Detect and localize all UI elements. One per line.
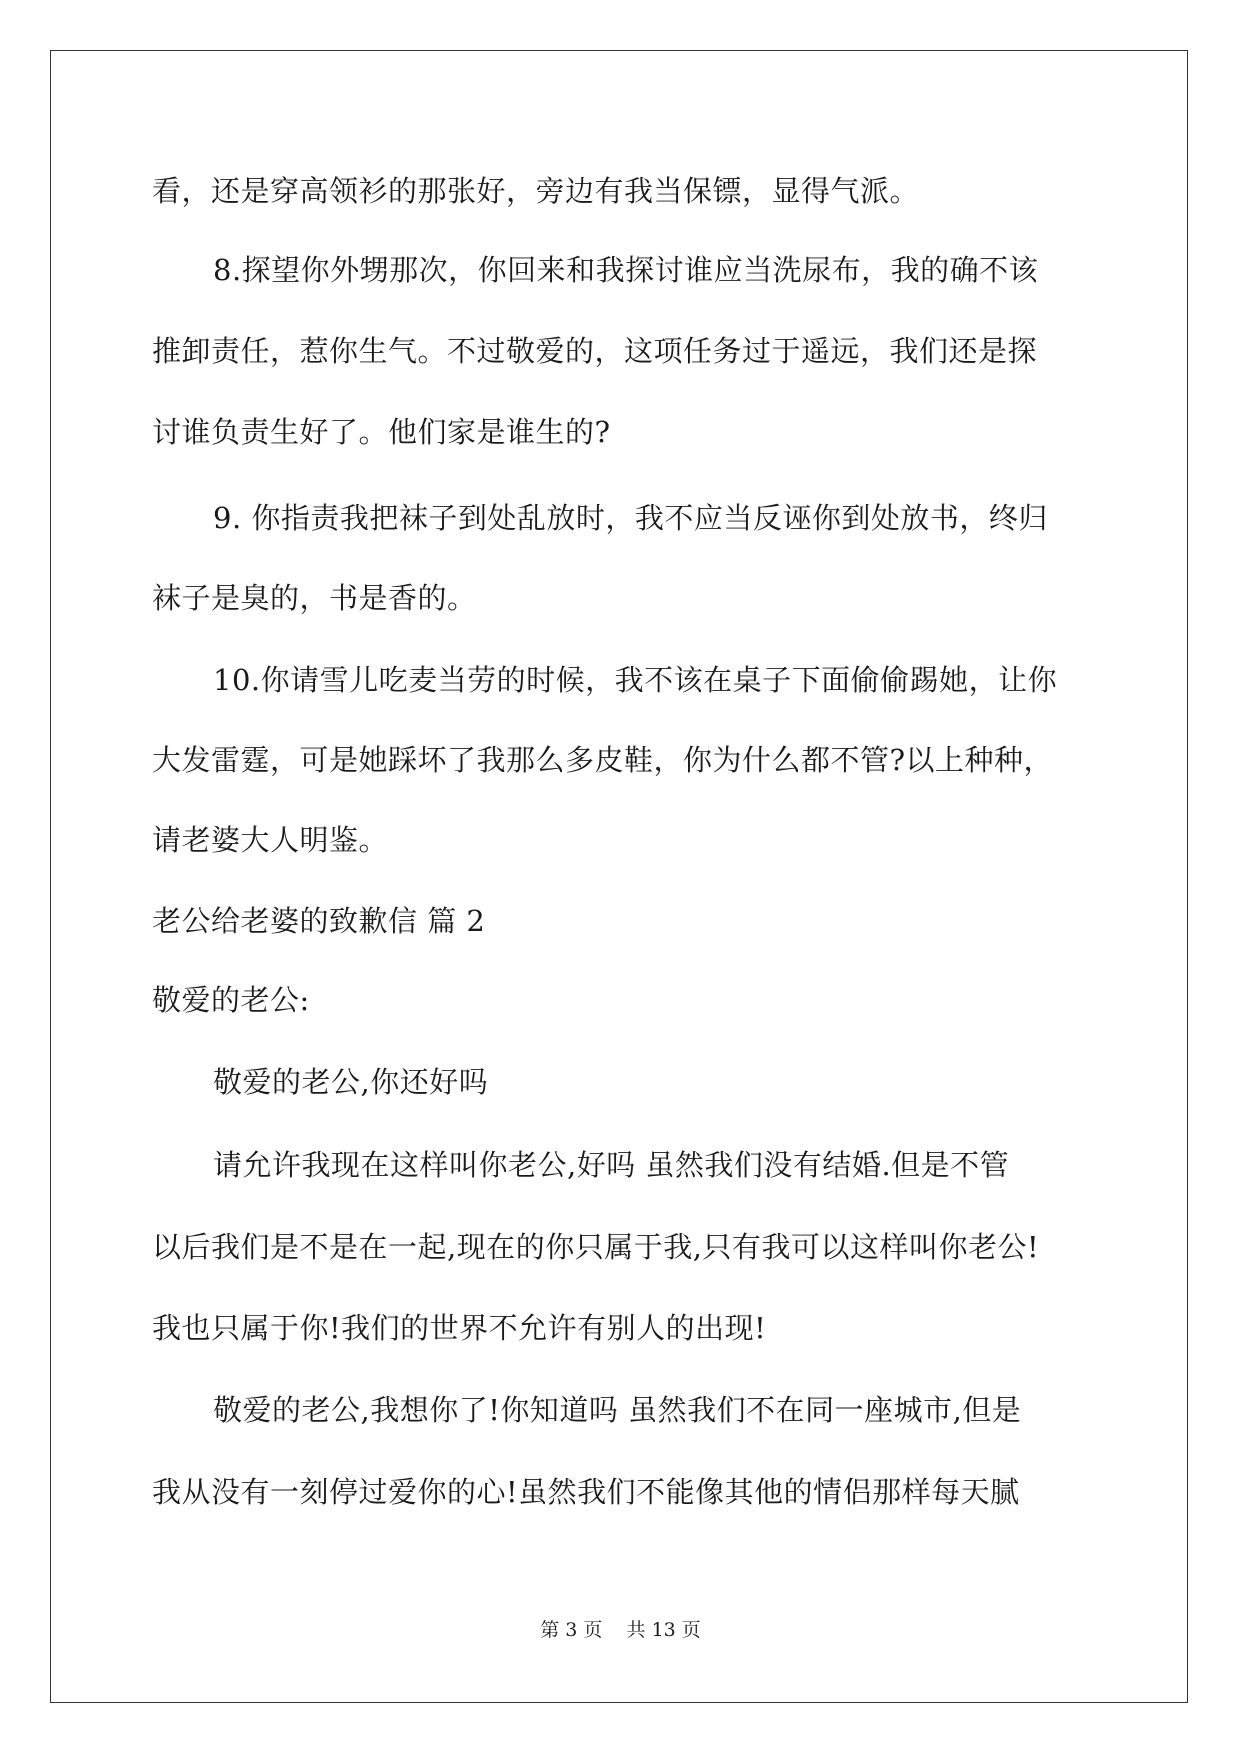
text-line: 我也只属于你!我们的世界不允许有别人的出现!: [152, 1311, 767, 1345]
page-border: [50, 50, 1188, 1703]
section-heading: 老公给老婆的致歉信 篇 2: [152, 904, 486, 938]
text-line: 袜子是臭的，书是香的。: [152, 581, 477, 615]
text-line: 推卸责任，惹你生气。不过敬爱的，这项任务过于遥远，我们还是探: [152, 334, 1038, 368]
text-line: 9. 你指责我把袜子到处乱放时，我不应当反诬你到处放书，终归: [213, 501, 1048, 535]
text-line: 看，还是穿高领衫的那张好，旁边有我当保镖，显得气派。: [152, 174, 920, 208]
page-number: 第 3 页 共 13 页: [540, 1619, 701, 1641]
text-line: 请老婆大人明鉴。: [152, 823, 389, 857]
text-line: 10.你请雪儿吃麦当劳的时候，我不该在桌子下面偷偷踢她，让你: [213, 663, 1058, 697]
text-line: 以后我们是不是在一起,现在的你只属于我,只有我可以这样叫你老公!: [152, 1230, 1040, 1264]
text-line: 我从没有一刻停过爱你的心!虽然我们不能像其他的情侣那样每天腻: [152, 1475, 1020, 1509]
text-line: 敬爱的老公,我想你了!你知道吗 虽然我们不在同一座城市,但是: [213, 1393, 1022, 1427]
text-line: 请允许我现在这样叫你老公,好吗 虽然我们没有结婚.但是不管: [213, 1148, 1010, 1182]
text-line: 8.探望你外甥那次，你回来和我探讨谁应当洗尿布，我的确不该: [213, 253, 1039, 287]
salutation: 敬爱的老公:: [152, 983, 310, 1017]
text-line: 大发雷霆，可是她踩坏了我那么多皮鞋，你为什么都不管?以上种种，: [152, 743, 1054, 777]
text-line: 敬爱的老公,你还好吗: [213, 1065, 489, 1099]
text-line: 讨谁负责生好了。他们家是谁生的?: [152, 415, 611, 449]
